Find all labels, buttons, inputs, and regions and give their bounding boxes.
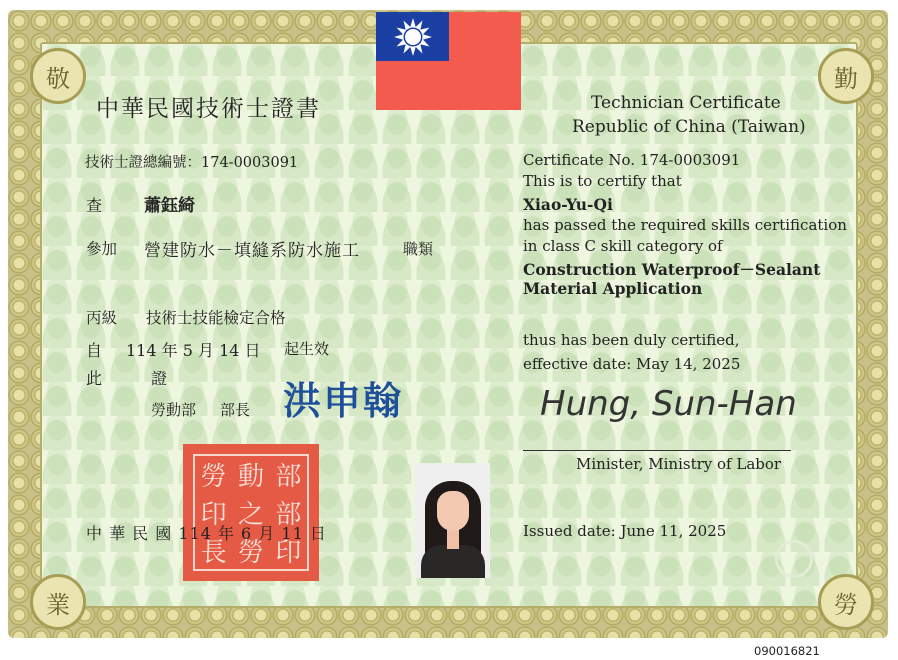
seal-char: 長 bbox=[200, 537, 227, 568]
zh-title: 中華民國技術士證書 bbox=[96, 96, 321, 122]
seal-char: 部 bbox=[275, 499, 302, 530]
zh-signature: 洪申翰 bbox=[283, 378, 404, 423]
zh-ministry: 勞動部 bbox=[151, 401, 197, 419]
photo-body bbox=[421, 545, 485, 578]
seal-char: 動 bbox=[237, 462, 264, 493]
ministry-logo-icon bbox=[775, 540, 813, 578]
zh-cert-number: 技術士證總編號：174-0003091 bbox=[85, 155, 299, 171]
zh-effect-label: 起生效 bbox=[284, 340, 330, 358]
zh-cert-char: 證 bbox=[151, 369, 168, 388]
en-certify-text: This is to certify that bbox=[523, 172, 682, 190]
zh-level: 丙級 bbox=[86, 309, 118, 327]
seal-grid bbox=[193, 454, 309, 571]
seal-char: 部 bbox=[275, 462, 302, 493]
zh-join-label: 參加 bbox=[86, 240, 118, 258]
zh-from: 自 bbox=[86, 341, 103, 360]
en-minister-title: Minister, Ministry of Labor bbox=[576, 455, 782, 473]
corner-medallion-top-left: 敬 bbox=[30, 48, 86, 104]
seal-char: 勞 bbox=[200, 462, 227, 493]
en-title-line2: Republic of China (Taiwan) bbox=[572, 117, 806, 137]
photo-face bbox=[437, 491, 469, 531]
flag-canton bbox=[376, 12, 449, 61]
white-sun-icon bbox=[393, 17, 433, 57]
zh-minister-label: 部長 bbox=[220, 401, 251, 419]
en-passed-text: has passed the required skills certification bbox=[523, 216, 847, 234]
en-effective-date: effective date: May 14, 2025 bbox=[523, 355, 741, 373]
zh-job-label: 職類 bbox=[403, 240, 434, 258]
seal-char: 之 bbox=[237, 499, 264, 530]
photo-neck bbox=[447, 529, 459, 549]
en-class-text: in class C skill category of bbox=[523, 237, 723, 255]
en-certified-text: thus has been duly certified, bbox=[523, 331, 740, 349]
zh-effective-date: 114 年 5 月 14 日 bbox=[126, 341, 261, 360]
zh-holder-name: 蕭鈺綺 bbox=[144, 196, 195, 216]
signature-line bbox=[523, 450, 791, 451]
roc-flag-icon bbox=[376, 12, 521, 110]
zh-pass-text: 技術士技能檢定合格 bbox=[146, 309, 286, 327]
seal-char: 印 bbox=[275, 537, 302, 568]
zh-issue-date: 中 華 民 國 114 年 6 月 11 日 bbox=[86, 524, 327, 543]
zh-category: 營建防水－填縫系防水施工 bbox=[144, 241, 360, 261]
corner-medallion-top-right: 勤 bbox=[818, 48, 874, 104]
en-category-line1: Construction Waterproof－Sealant bbox=[523, 260, 821, 279]
corner-medallion-bottom-left: 業 bbox=[30, 574, 86, 630]
seal-char: 印 bbox=[200, 499, 227, 530]
en-cert-number: Certificate No. 174-0003091 bbox=[523, 151, 741, 169]
corner-medallion-bottom-right: 勞 bbox=[818, 574, 874, 630]
serial-number: 090016821 bbox=[754, 644, 820, 658]
official-seal-icon bbox=[183, 444, 319, 581]
en-issue-date: Issued date: June 11, 2025 bbox=[523, 522, 727, 540]
en-title-line1: Technician Certificate bbox=[591, 93, 781, 113]
seal-char: 勞 bbox=[237, 537, 264, 568]
en-signature: Hung, Sun-Han bbox=[540, 384, 797, 424]
en-holder-name: Xiao-Yu-Qi bbox=[523, 195, 613, 214]
zh-this: 此 bbox=[86, 369, 103, 388]
zh-name-label: 查 bbox=[86, 196, 103, 215]
holder-photo bbox=[415, 463, 490, 578]
en-category-line2: Material Application bbox=[523, 279, 703, 298]
